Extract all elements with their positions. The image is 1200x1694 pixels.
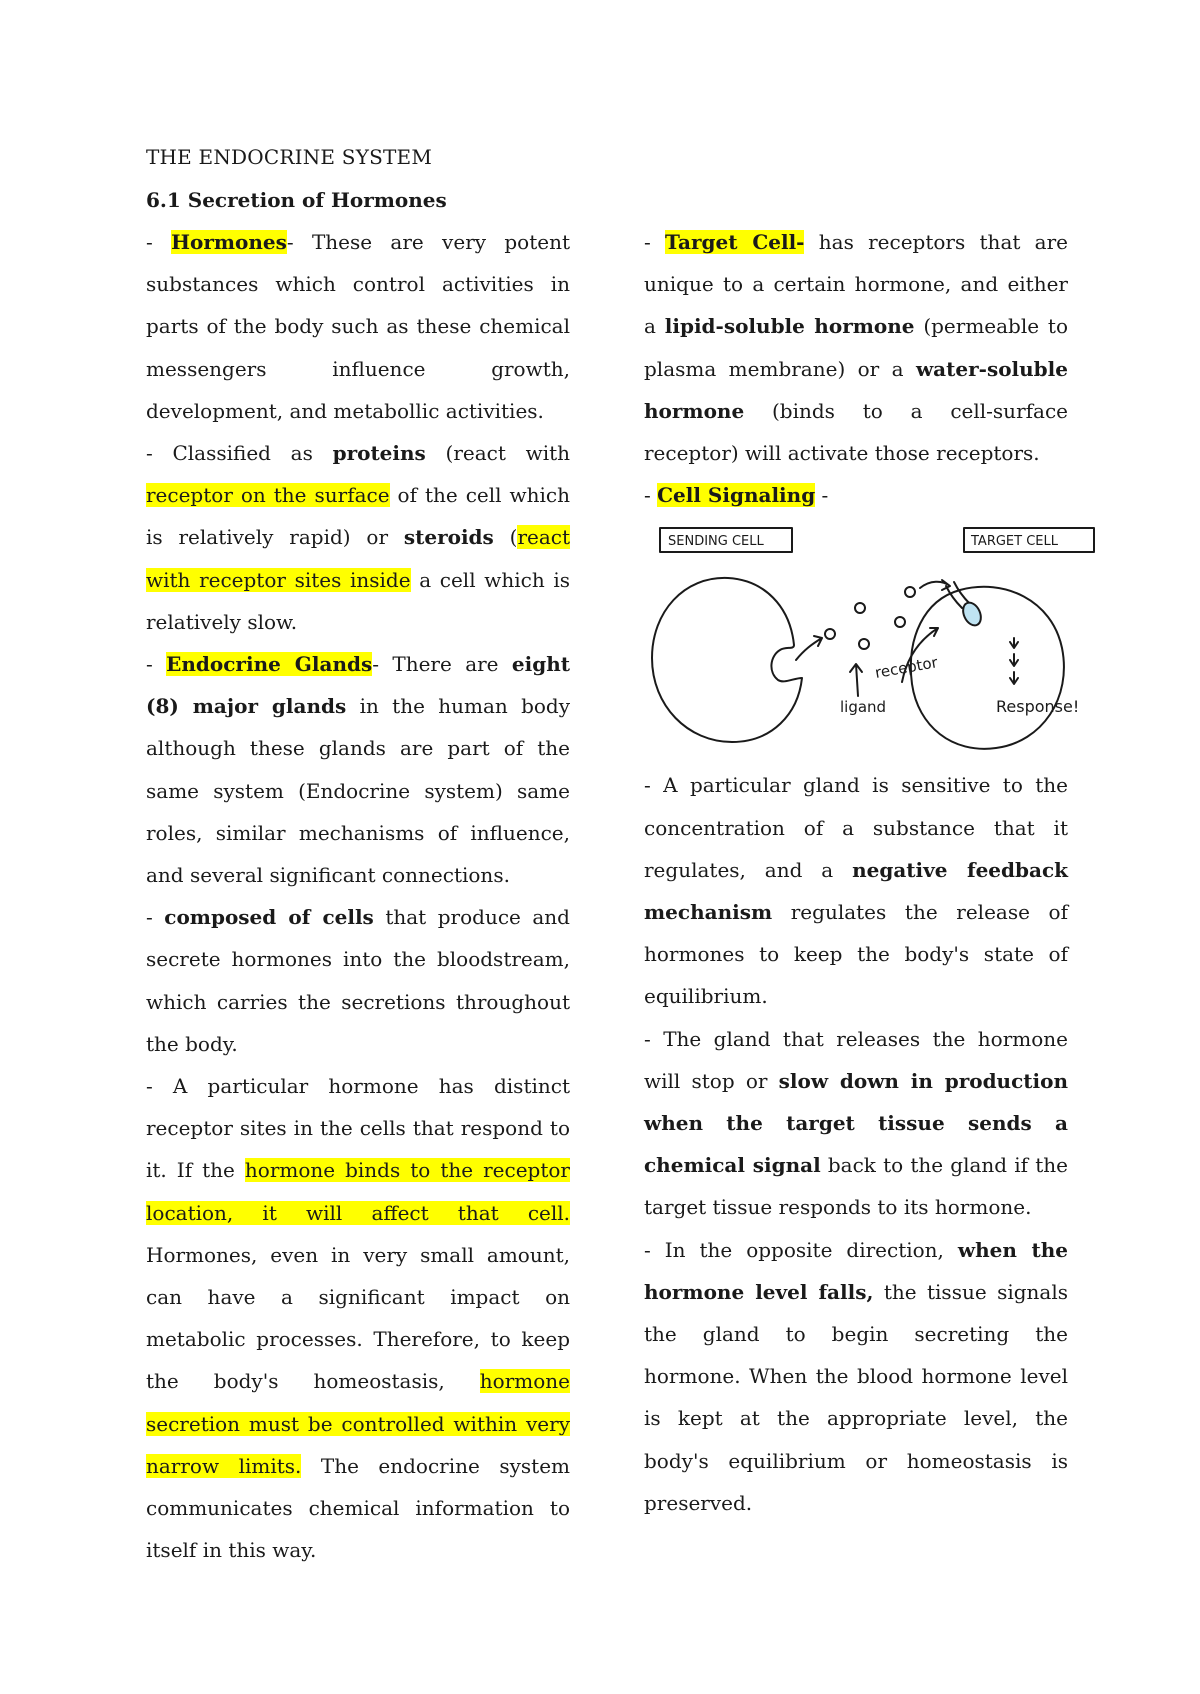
ligand-dot — [895, 617, 905, 627]
dash: - — [644, 230, 666, 254]
dash: - — [146, 905, 165, 930]
right-column — [644, 221, 1080, 1524]
paragraph-text: of the cell which is relatively rapid) or — [146, 483, 570, 550]
highlight-text: hormone secretion must be controlled within very narrow limits. — [146, 1369, 570, 1478]
paragraph-negative-feedback — [644, 764, 1068, 1017]
term-proteins: proteins — [332, 441, 426, 466]
paragraph-text: - These are very potent substances which control activities in parts of the body such as these chemical messengers influence growth, development, and metabollic activities. — [146, 230, 570, 423]
term-steroids: steroids — [403, 525, 494, 550]
ligand-dot — [859, 639, 869, 649]
paragraph-text: the tissue signals the gland to begin secreting the hormone. When the blood hormone level is kept at the appropriate level, the body's equilibrium or homeostasis is preserved. — [644, 1279, 1069, 1515]
section-heading: 6.1 Secretion of Hormones — [146, 188, 447, 212]
ligand-dot — [825, 629, 835, 639]
binding-arrow — [920, 580, 950, 590]
dash: - — [146, 652, 167, 677]
paragraph-gland-releases — [644, 1018, 1068, 1229]
paragraph-text: - A particular hormone has distinct receptor sites in the cells that respond to it. If the — [146, 1074, 570, 1183]
paragraph-endocrine-glands — [146, 643, 570, 896]
paragraph-text: - — [815, 483, 829, 508]
bold-text: lipid-soluble hormone — [664, 314, 915, 339]
left-column — [146, 221, 570, 1572]
response-arrow — [1010, 638, 1018, 684]
paragraph-text: has receptors that are unique to a certain hormone, and either a — [644, 230, 1068, 339]
bold-text: when the hormone level falls, — [644, 1237, 1068, 1304]
highlight-text: hormone binds to the receptor location, it will affect that cell. — [146, 1158, 570, 1225]
paragraph-text: - In the opposite direction, — [644, 1237, 958, 1262]
highlight-text: receptor on the surface — [146, 483, 390, 508]
paragraph-classified — [146, 432, 570, 643]
target-cell-label: TARGET CELL — [971, 534, 1058, 550]
paragraph-text: The endocrine system communicates chemical information to itself in this way. — [146, 1453, 570, 1563]
paragraph-text: - There are — [372, 652, 512, 677]
paragraph-text: (permeable to plasma membrane) or a — [644, 314, 1068, 381]
paragraph-text: ( — [493, 525, 518, 550]
response-label: Response! — [996, 697, 1080, 717]
paragraph-text: that produce and secrete hormones into the bloodstream, which carries the secretions throughout the body. — [146, 905, 570, 1056]
term-endocrine-glands: Endocrine Glands — [166, 652, 373, 677]
ligand-label: ligand — [840, 698, 887, 717]
paragraph-text: in the human body although these glands are part of the same system (Endocrine system) same roles, similar mechanisms of influence, and several significant connections. — [146, 694, 571, 888]
ligand-dot — [905, 587, 915, 597]
paragraph-text: (binds to a cell-surface receptor) will activate those receptors. — [644, 398, 1068, 466]
paragraph-text: Hormones, even in very small amount, can have a significant impact on metabolic processes. Therefore, to keep the body's homeostasis, — [146, 1242, 570, 1394]
bold-text: slow down in production when the target tissue sends a chemical signal — [644, 1068, 1068, 1178]
cell-signaling-figure — [644, 520, 1080, 758]
term-cell-signaling: Cell Signaling — [657, 483, 816, 508]
receptor-head — [960, 600, 985, 629]
receptor-label: receptor — [873, 653, 940, 683]
bold-text: eight (8) major glands — [146, 652, 570, 719]
bold-text: composed of cells — [164, 905, 374, 930]
cell-signaling-diagram — [644, 520, 1080, 758]
paragraph-composed — [146, 896, 570, 1065]
paragraph-cell-signaling — [644, 474, 1068, 516]
paragraph-particular-hormone — [146, 1065, 570, 1571]
highlight-text: react with receptor sites inside — [146, 525, 570, 592]
sending-cell — [652, 578, 802, 742]
paragraph-text: - A particular gland is sensitive to the concentration of a substance that it regulates, and a — [644, 773, 1068, 882]
ligand-dot — [855, 603, 865, 613]
paragraph-hormones — [146, 221, 570, 432]
ligand-arrow — [850, 664, 862, 696]
paragraph-target-cell — [644, 221, 1068, 474]
paragraph-text: (react with — [425, 441, 571, 466]
paragraph-text: back to the gland if the target tissue responds to its hormone. — [644, 1153, 1068, 1220]
secretion-arrow — [796, 636, 822, 660]
document-title: THE ENDOCRINE SYSTEM — [146, 145, 433, 169]
paragraph-text: a cell which is relatively slow. — [146, 567, 570, 634]
bold-text: negative feedback mechanism — [644, 857, 1068, 925]
term-hormones: Hormones — [171, 230, 287, 254]
paragraph-text: regulates the release of hormones to keep the body's state of equilibrium. — [644, 900, 1068, 1009]
dash: - — [146, 230, 172, 254]
paragraph-text: - The gland that releases the hormone will stop or — [644, 1026, 1068, 1093]
bold-text: water-soluble hormone — [644, 356, 1068, 423]
paragraph-opposite-direction — [644, 1229, 1068, 1524]
sending-cell-label: SENDING CELL — [668, 534, 764, 550]
dash: - — [644, 483, 658, 508]
paragraph-text: - Classified as — [146, 441, 333, 466]
term-target-cell: Target Cell- — [665, 230, 805, 254]
